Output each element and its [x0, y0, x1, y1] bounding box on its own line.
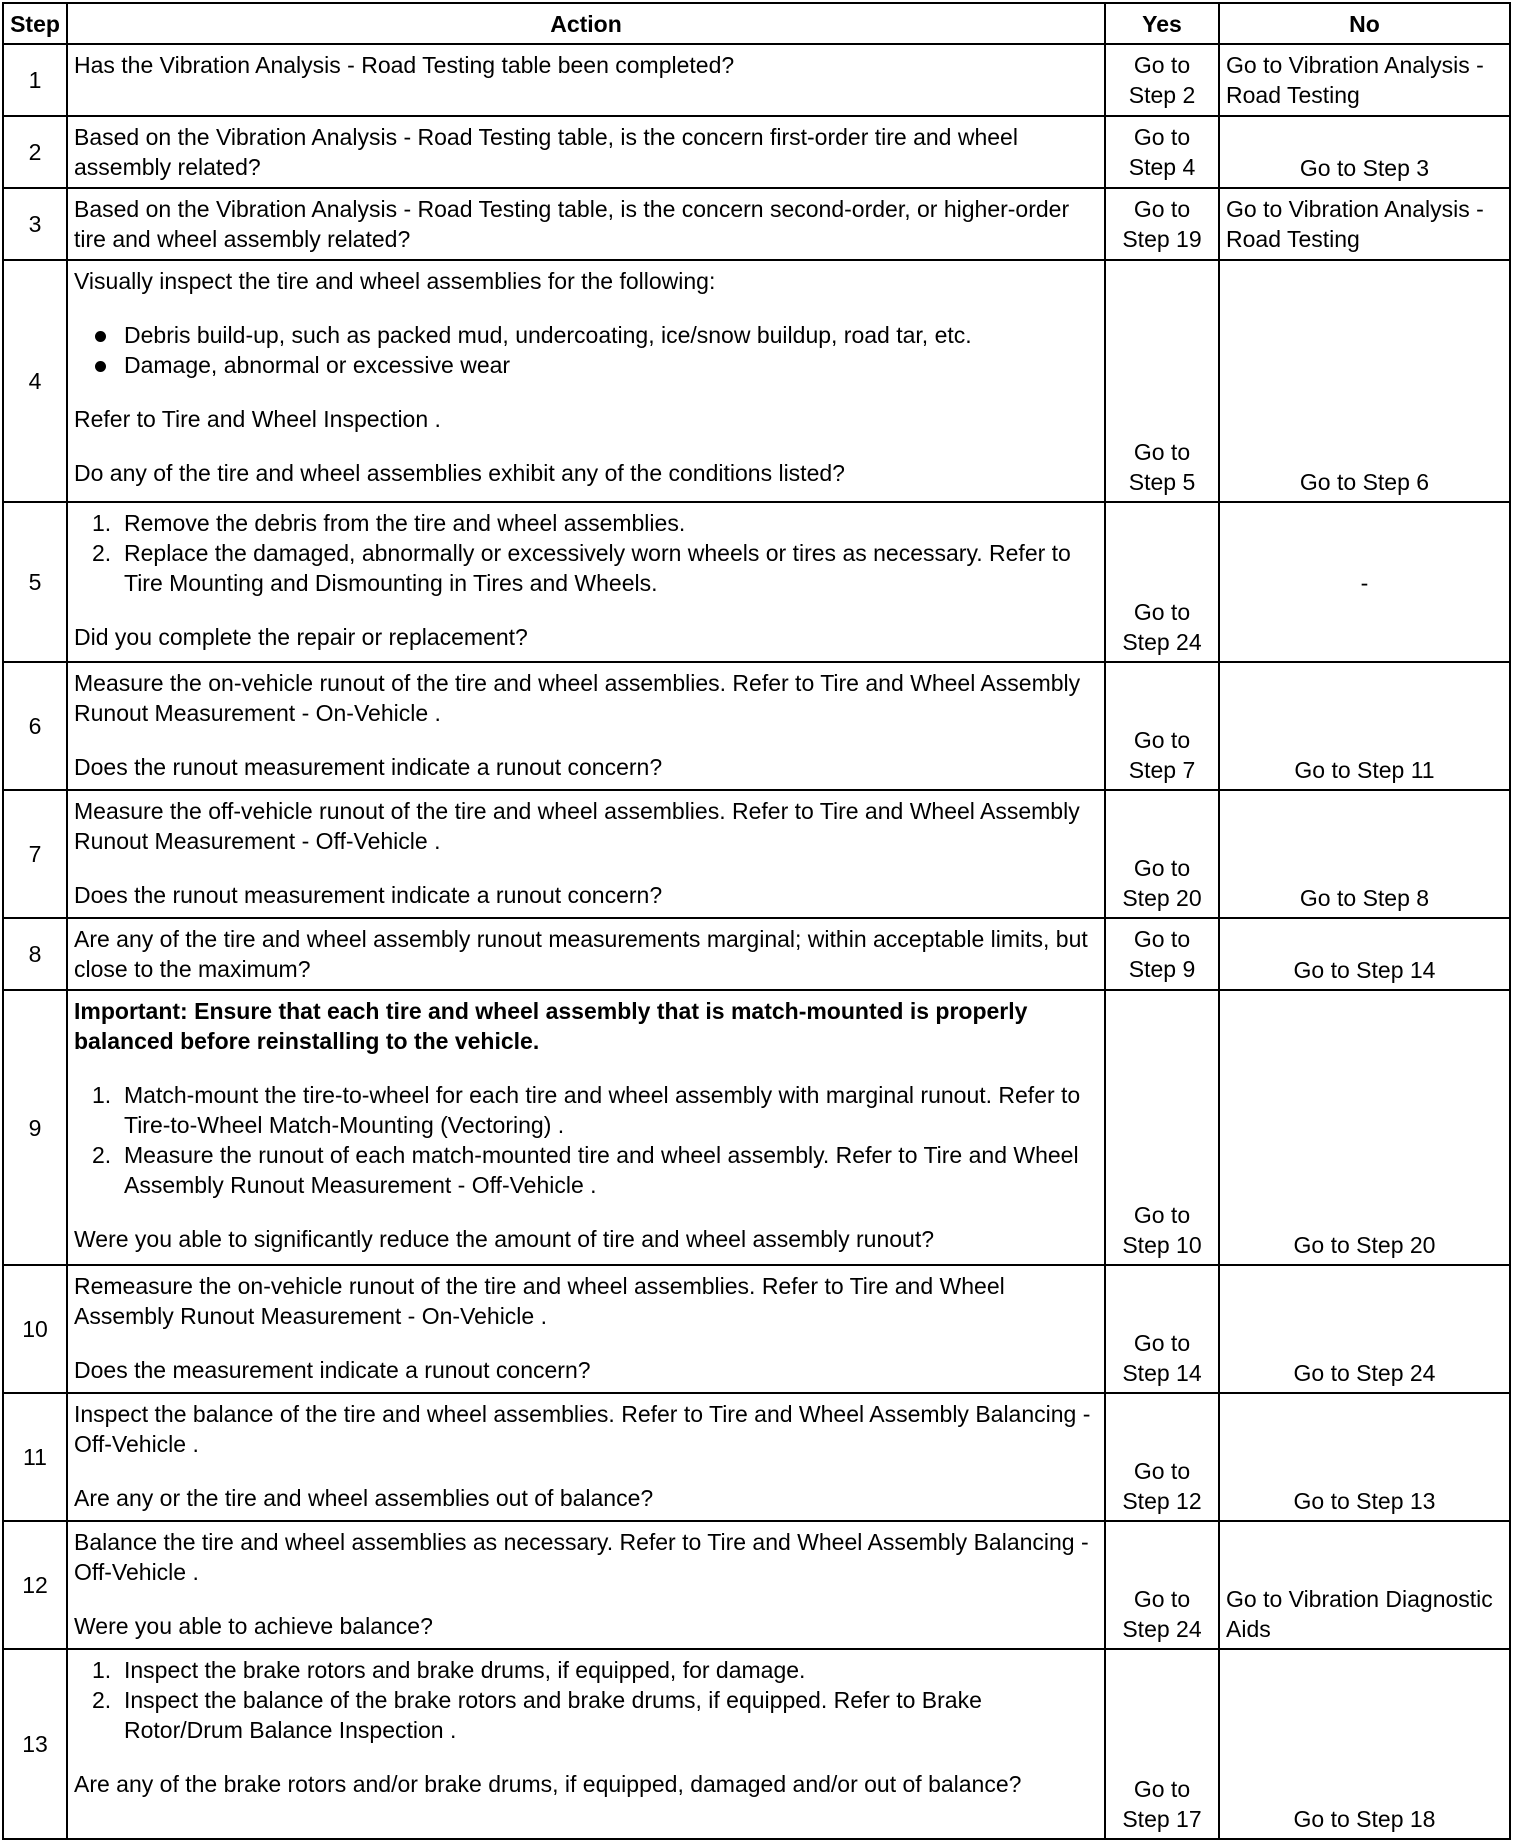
no-cell: - — [1219, 502, 1510, 662]
yes-cell: Go to Step 17 — [1105, 1649, 1219, 1839]
action-cell — [67, 188, 1105, 260]
no-cell: Go to Vibration Diagnostic Aids — [1219, 1521, 1510, 1649]
action-cell — [67, 662, 1105, 790]
table-row — [3, 116, 1510, 188]
action-text: Measure the off-vehicle runout of the tire and wheel assemblies. Refer to Tire and Wheel Assembly Runout Measurement - Off-Vehicle . — [74, 798, 1080, 854]
action-question: Are any or the tire and wheel assemblies out of balance? — [74, 1485, 654, 1511]
action-cell — [67, 1521, 1105, 1649]
action-question: Does the measurement indicate a runout concern? — [74, 1357, 591, 1383]
action-question: Does the runout measurement indicate a runout concern? — [74, 882, 663, 908]
no-cell: Go to Step 24 — [1219, 1265, 1510, 1393]
action-intro: Visually inspect the tire and wheel assemblies for the following: — [74, 268, 716, 294]
step-number: 13 — [3, 1649, 67, 1839]
no-cell: Go to Step 20 — [1219, 990, 1510, 1265]
step-number: 1 — [3, 44, 67, 116]
no-cell: Go to Step 18 — [1219, 1649, 1510, 1839]
no-cell: Go to Step 11 — [1219, 662, 1510, 790]
important-note: Important: Ensure that each tire and wheel assembly that is match-mounted is properly balanced before reinstalling to the vehicle. — [74, 998, 1028, 1054]
list-item: 2. Replace the damaged, abnormally or excessively worn wheels or tires as necessary. Refer to Tire Mounting and Dismounting in Tires and Wheels. — [92, 540, 1071, 596]
no-cell: Go to Step 13 — [1219, 1393, 1510, 1521]
action-text: Balance the tire and wheel assemblies as necessary. Refer to Tire and Wheel Assembly Balancing - Off-Vehicle . — [74, 1529, 1089, 1585]
list-item: 1. Inspect the brake rotors and brake drums, if equipped, for damage. — [92, 1657, 806, 1683]
header-action: Action — [67, 3, 1105, 44]
yes-cell: Go to Step 9 — [1105, 918, 1219, 990]
table-row — [3, 1649, 1510, 1839]
table-row — [3, 1265, 1510, 1393]
yes-cell: Go to Step 4 — [1105, 116, 1219, 188]
action-cell — [67, 790, 1105, 918]
yes-cell: Go to Step 2 — [1105, 44, 1219, 116]
header-yes: Yes — [1105, 3, 1219, 44]
list-item: 1. Match-mount the tire-to-wheel for each tire and wheel assembly with marginal runout. Refer to Tire-to-Wheel Match-Mounting (Vectoring) . — [92, 1082, 1081, 1138]
list-item: 2. Measure the runout of each match-mounted tire and wheel assembly. Refer to Tire and Wheel Assembly Runout Measurement - Off-Vehicle . — [92, 1142, 1079, 1198]
action-cell — [67, 502, 1105, 662]
action-cell — [67, 44, 1105, 116]
diagnostic-table — [2, 2, 1511, 1840]
step-number: 6 — [3, 662, 67, 790]
action-question: Did you complete the repair or replacement? — [74, 624, 528, 650]
header-row — [3, 3, 1510, 44]
yes-cell: Go to Step 24 — [1105, 1521, 1219, 1649]
action-text: Inspect the balance of the tire and wheel assemblies. Refer to Tire and Wheel Assembly Balancing - Off-Vehicle . — [74, 1401, 1091, 1457]
no-cell: Go to Vibration Analysis - Road Testing — [1219, 44, 1510, 116]
list-item: 2. Inspect the balance of the brake rotors and brake drums, if equipped. Refer to Brake Rotor/Drum Balance Inspection . — [92, 1687, 982, 1743]
step-number: 4 — [3, 260, 67, 502]
step-number: 9 — [3, 990, 67, 1265]
action-cell — [67, 1393, 1105, 1521]
action-cell — [67, 260, 1105, 502]
yes-cell: Go to Step 12 — [1105, 1393, 1219, 1521]
action-question: Does the runout measurement indicate a runout concern? — [74, 754, 663, 780]
no-cell: Go to Step 14 — [1219, 918, 1510, 990]
step-number: 8 — [3, 918, 67, 990]
step-number: 2 — [3, 116, 67, 188]
header-step: Step — [3, 3, 67, 44]
action-reference: Refer to Tire and Wheel Inspection . — [74, 406, 441, 432]
yes-cell: Go to Step 5 — [1105, 260, 1219, 502]
list-item: Damage, abnormal or excessive wear — [92, 350, 1098, 380]
action-text: Measure the on-vehicle runout of the tire and wheel assemblies. Refer to Tire and Wheel Assembly Runout Measurement - On-Vehicle . — [74, 670, 1081, 726]
list-item: 1. Remove the debris from the tire and wheel assemblies. — [92, 510, 686, 536]
yes-cell: Go to Step 20 — [1105, 790, 1219, 918]
step-number: 3 — [3, 188, 67, 260]
list-item: Debris build-up, such as packed mud, undercoating, ice/snow buildup, road tar, etc. — [92, 320, 1098, 350]
action-cell — [67, 1265, 1105, 1393]
step-list — [74, 1080, 1098, 1200]
condition-list — [74, 320, 1098, 380]
action-question: Were you able to achieve balance? — [74, 1613, 433, 1639]
table-row — [3, 662, 1510, 790]
no-cell: Go to Step 8 — [1219, 790, 1510, 918]
table-row — [3, 260, 1510, 502]
yes-cell: Go to Step 7 — [1105, 662, 1219, 790]
action-cell — [67, 116, 1105, 188]
step-number: 5 — [3, 502, 67, 662]
no-cell: Go to Step 6 — [1219, 260, 1510, 502]
action-question: Are any of the brake rotors and/or brake drums, if equipped, damaged and/or out of balance? — [74, 1771, 1022, 1797]
table-row — [3, 1521, 1510, 1649]
no-cell: Go to Vibration Analysis - Road Testing — [1219, 188, 1510, 260]
action-question: Based on the Vibration Analysis - Road Testing table, is the concern second-order, or higher-order tire and wheel assembly related? — [74, 196, 1070, 252]
table-row — [3, 188, 1510, 260]
action-question: Do any of the tire and wheel assemblies exhibit any of the conditions listed? — [74, 460, 845, 486]
action-question: Based on the Vibration Analysis - Road Testing table, is the concern first-order tire and wheel assembly related? — [74, 124, 1018, 180]
yes-cell: Go to Step 10 — [1105, 990, 1219, 1265]
table-row — [3, 990, 1510, 1265]
table-row — [3, 918, 1510, 990]
step-number: 12 — [3, 1521, 67, 1649]
step-number: 7 — [3, 790, 67, 918]
step-number: 10 — [3, 1265, 67, 1393]
action-cell — [67, 990, 1105, 1265]
table-row — [3, 1393, 1510, 1521]
table-row — [3, 44, 1510, 116]
yes-cell: Go to Step 14 — [1105, 1265, 1219, 1393]
action-cell — [67, 1649, 1105, 1839]
action-question: Were you able to significantly reduce the amount of tire and wheel assembly runout? — [74, 1226, 935, 1252]
action-question: Are any of the tire and wheel assembly runout measurements marginal; within acceptable limits, but close to the maximum? — [74, 926, 1088, 982]
action-text: Remeasure the on-vehicle runout of the tire and wheel assemblies. Refer to Tire and Wheel Assembly Runout Measurement - On-Vehicle . — [74, 1273, 1005, 1329]
step-number: 11 — [3, 1393, 67, 1521]
table-row — [3, 790, 1510, 918]
yes-cell: Go to Step 24 — [1105, 502, 1219, 662]
action-cell — [67, 918, 1105, 990]
action-question: Has the Vibration Analysis - Road Testing table been completed? — [74, 52, 735, 78]
step-list — [74, 508, 1098, 598]
table-row — [3, 502, 1510, 662]
no-cell: Go to Step 3 — [1219, 116, 1510, 188]
yes-cell: Go to Step 19 — [1105, 188, 1219, 260]
step-list — [74, 1655, 1098, 1745]
header-no: No — [1219, 3, 1510, 44]
